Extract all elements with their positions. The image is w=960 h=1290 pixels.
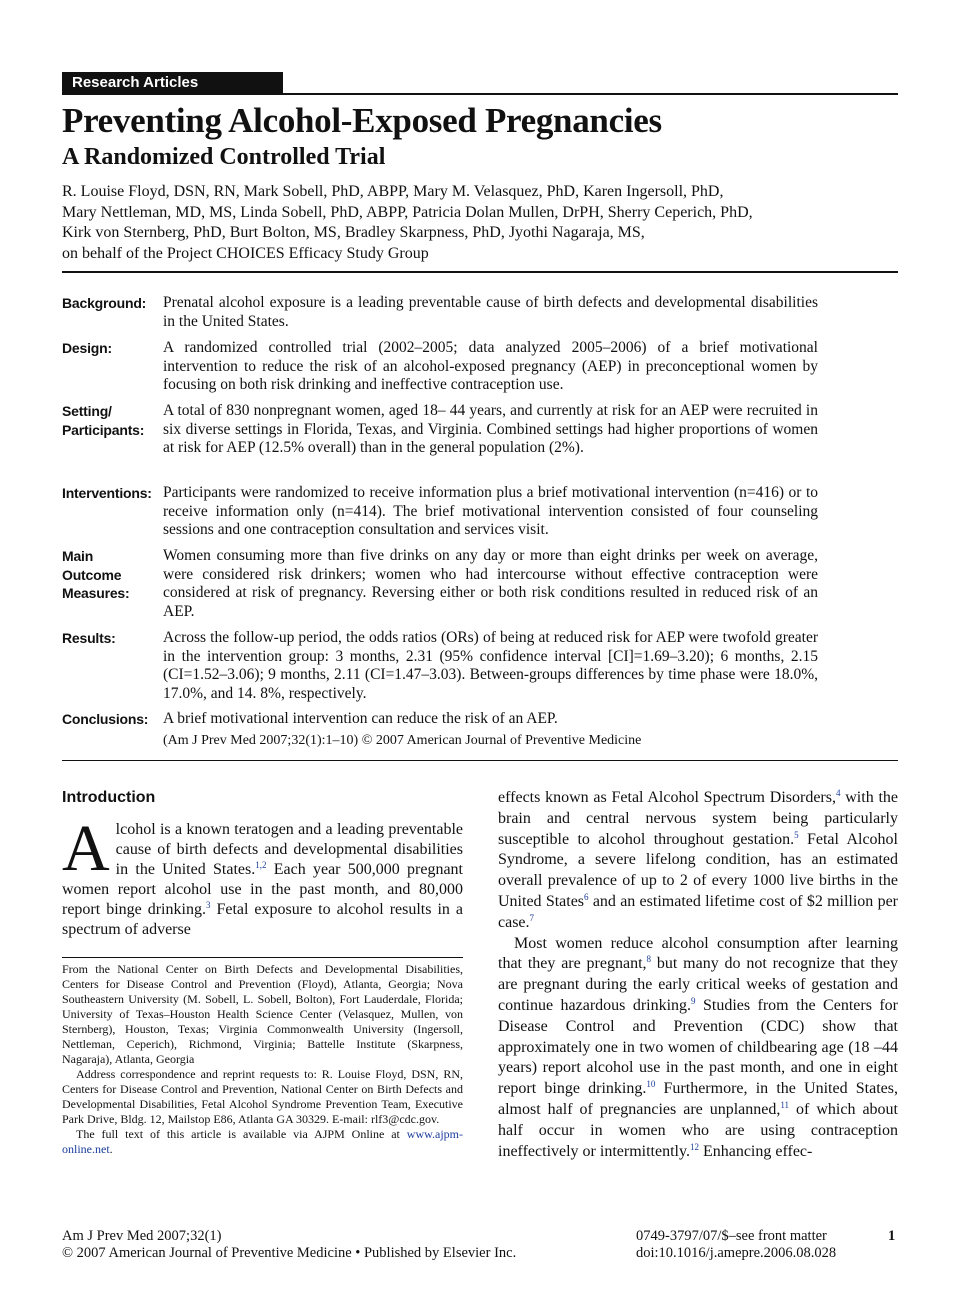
affiliations-note: From the National Center on Birth Defects and Developmental Disabilities, Centers for Disease Control and Prevention (Floyd), Atlanta, Georgia; Nova Southeastern University (M. Sobell, L. Sobell, Bolton), Fort Lauderdale, Florida; University of Texas–Houston Health Science Center (Velasquez, Mullen, von Sternberg), Houston, Texas; Virginia Commonwealth University (Ingersoll, Nettleman, Ceperich), Richmond, Virginia; Battelle Institute (Skarpness, Nagaraja), Atlanta, Georgia <box>62 962 463 1066</box>
abstract-text <box>163 710 818 750</box>
abstract-text: A randomized controlled trial (2002–2005; data analyzed 2005–2006) of a brief motivational intervention to reduce the risk of an alcohol-exposed pregnancy (AEP) in preconceptional women by focusing on both risk drinking and ineffective contraception use. <box>163 339 818 393</box>
intro-heading: Introduction <box>62 789 156 806</box>
copyright-line: © 2007 American Journal of Preventive Medicine • Published by Elsevier Inc. <box>62 1245 517 1261</box>
abstract-label: Design: <box>62 340 112 356</box>
footer-right <box>636 1228 836 1262</box>
article-subtitle: A Randomized Controlled Trial <box>62 144 386 170</box>
abstract-label: Setting/ Participants: <box>62 403 145 438</box>
body-text: Fetal exposure to alcohol results in a spectrum of adverse <box>62 901 464 938</box>
citation-line: (Am J Prev Med 2007;32(1):1–10) © 2007 American Journal of Preventive Medicine <box>163 732 642 748</box>
author-line: Kirk von Sternberg, PhD, Burt Bolton, MS, Bradley Skarpness, PhD, Jyothi Nagaraja, MS, <box>62 224 645 241</box>
body-text: lcohol is a known teratogen and a leading preventable cause of birth defects and developmental disabilities in the United States. <box>115 821 463 878</box>
body-paragraph: effects known as Fetal Alcohol Spectrum Disorders,$^4$ with the brain and central nervous system being particularly susceptible to alcohol throughout gestation.$^5$ Fetal Alcohol Syndrome, a severe lifelong condition, has an estimated overall prevalence of up to 2 of every 1000 live births in the United States$^6$ and an estimated lifetime cost of $2 million per case.$^7$ <box>498 788 899 931</box>
abstract-text: Women consuming more than five drinks on any day or more than eight drinks per week on average, were considered risk drinkers; women who had intercourse without effective contraception were considered at risk of pregnancy. Reversing either or both risk conditions resulted in reduced risk of an AEP. <box>163 547 818 620</box>
abstract-label: Results: <box>62 630 116 646</box>
journal-url-link[interactable]: www.ajpm-online.net <box>62 1127 463 1156</box>
intro-left-column <box>62 812 464 940</box>
reference-link[interactable]: 5 <box>794 829 799 840</box>
reference-link[interactable]: 11 <box>780 1099 790 1110</box>
abstract-text: Prenatal alcohol exposure is a leading preventable cause of birth defects and developmental disabilities in the United States. <box>163 294 818 330</box>
reference-link[interactable]: 9 <box>691 995 696 1006</box>
footer-left <box>62 1228 516 1262</box>
reference-link[interactable]: 12 <box>689 1141 699 1152</box>
abstract-text: Participants were randomized to receive information plus a brief motivational intervention (n=416) or to receive information only (n=414). The brief motivational intervention consisted of four counseling sessions and one contraception consultation and services visit. <box>163 484 818 538</box>
body-text: Each year 500,000 pregnant women report alcohol use in the past month, and 80,000 report binge drinking. <box>62 861 463 918</box>
abstract-text: Across the follow-up period, the odds ratios (ORs) of being at reduced risk for AEP were twofold greater in the intervention group: 3 months, 2.31 (95% confidence interval [CI]=1.69–3.20); 6 months, 2.15 (CI=1.52–3.06); 9 months, 2.11 (CI=1.47–3.03). Between-groups differences by time phase were 18.0%, 17.0%, and 14. 8%, respectively. <box>163 629 818 702</box>
reference-link[interactable]: 8 <box>646 954 652 965</box>
fulltext-note: The full text of this article is available via AJPM Online at www.ajpm-online.net. <box>62 1127 463 1156</box>
header-rule <box>62 93 898 95</box>
reference-link[interactable]: 3 <box>205 900 211 910</box>
reference-link[interactable]: 1,2 <box>255 860 267 870</box>
journal-citation: Am J Prev Med 2007;32(1) <box>62 1228 222 1244</box>
correspondence-note: Address correspondence and reprint requests to: R. Louise Floyd, DSN, RN, Centers for Disease Control and Prevention, National Center on Birth Defects and Developmental Disabilities, Fetal Alcohol Syndrome Prevention Team, Executive Park Drive, Bldg. 12, Mailstop E86, Atlanta GA 30329. E-mail: rlf3@cdc.gov. <box>62 1067 463 1126</box>
abstract-label: Interventions: <box>62 485 152 501</box>
footnote-rule <box>62 957 463 958</box>
issn-line: 0749-3797/07/$–see front matter <box>636 1228 827 1244</box>
reference-link[interactable]: 10 <box>646 1079 656 1090</box>
author-line: Mary Nettleman, MD, MS, Linda Sobell, PhD, ABPP, Patricia Dolan Mullen, DrPH, Sherry Ceperich, PhD, <box>62 203 753 221</box>
reference-link[interactable]: 4 <box>835 788 841 798</box>
abstract-label: Main Outcome Measures: <box>62 548 130 601</box>
author-list <box>62 182 898 264</box>
body-paragraph: Most women reduce alcohol consumption after learning that they are pregnant,$^8$ but many do not recognize that they are pregnant during the early critical weeks of gestation and continue hazardous drinking.$^9$ Studies from the Centers for Disease Control and Prevention (CDC) show that approximately one in two women of childbearing age (18 –44 years) report alcohol use in the past month, and one in eight report binge drinking.$^{10}$ Furthermore, in the United States, almost half of pregnancies are unplanned,$^{11}$ of which about half occur in women who are using contraception ineffectively or intermittently.$^{12}$ Enhancing effec- <box>498 934 899 1160</box>
page-number: 1 <box>888 1228 896 1244</box>
article-title: Preventing Alcohol-Exposed Pregnancies <box>62 101 662 140</box>
doi-line[interactable]: doi:10.1016/j.amepre.2006.08.028 <box>636 1245 837 1261</box>
abstract-top-rule <box>62 271 898 273</box>
abstract-label: Conclusions: <box>62 711 149 727</box>
conclusion-text: A brief motivational intervention can reduce the risk of an AEP. <box>163 710 558 727</box>
abstract-bottom-rule <box>62 760 898 761</box>
author-line: on behalf of the Project CHOICES Efficacy Study Group <box>62 244 429 262</box>
abstract-text: A total of 830 nonpregnant women, aged 18– 44 years, and currently at risk for an AEP were recruited in six diverse settings in Florida, Texas, and Virginia. Combined settings had higher proportions of women at risk for AEP (12.5% overall) than in the general population (2%). <box>163 402 818 456</box>
abstract-label: Background: <box>62 295 147 311</box>
reference-link[interactable]: 6 <box>584 891 589 902</box>
section-label: Research Articles <box>62 72 283 94</box>
intro-right-column <box>498 788 898 1162</box>
author-line: R. Louise Floyd, DSN, RN, Mark Sobell, PhD, ABPP, Mary M. Velasquez, PhD, Karen Ingersoll, PhD, <box>62 183 724 200</box>
reference-link[interactable]: 7 <box>529 912 535 923</box>
footnotes <box>62 962 463 1157</box>
drop-cap: A <box>62 812 110 885</box>
